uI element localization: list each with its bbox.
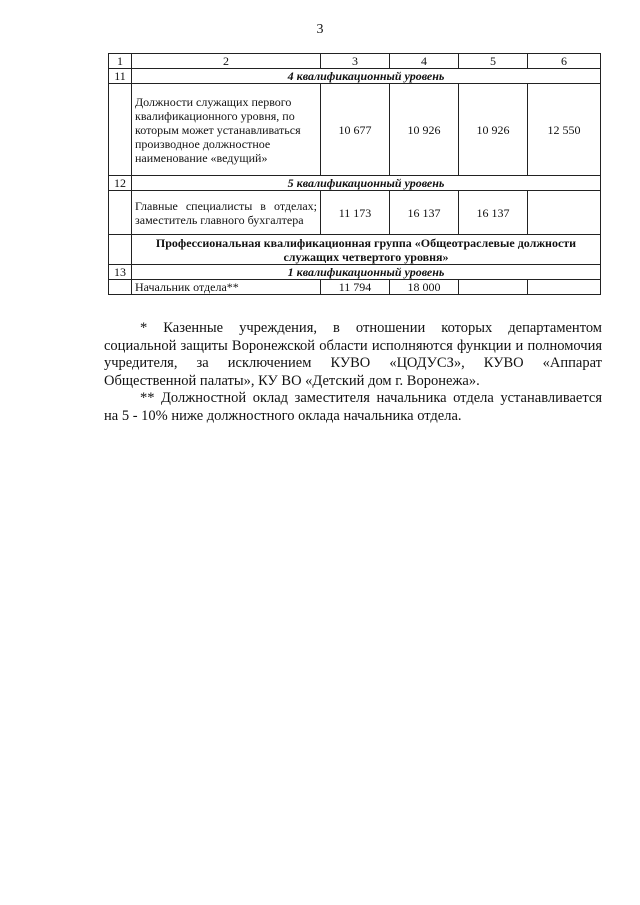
footnotes [104, 320, 602, 425]
position-name: Главные специалисты в отделах; заместитель главного бухгалтера [132, 191, 321, 235]
table-row [109, 235, 601, 265]
column-header: 6 [528, 54, 601, 69]
column-header: 1 [109, 54, 132, 69]
salary-value [528, 280, 601, 295]
table-row [109, 265, 601, 280]
position-name: Начальник отдела** [132, 280, 321, 295]
table-header-row [109, 54, 601, 69]
row-number: 11 [109, 69, 132, 84]
column-header: 5 [459, 54, 528, 69]
qualification-level: 4 квалификационный уровень [132, 69, 601, 84]
salary-value [528, 191, 601, 235]
salary-value: 10 926 [459, 84, 528, 176]
table-row [109, 280, 601, 295]
salary-value: 10 677 [321, 84, 390, 176]
footnote-1: * Казенные учреждения, в отношении которых департаментом социальной защиты Воронежской области исполняются функции и полномочия учредителя, за исключением КУВО «ЦОДУСЗ», КУВО «Аппарат Общественной палаты», КУ ВО «Детский дом г. Воронежа». [104, 320, 602, 389]
qualification-level: 5 квалификационный уровень [132, 176, 601, 191]
row-number: 12 [109, 176, 132, 191]
salary-value [459, 280, 528, 295]
salary-table [108, 53, 601, 295]
salary-value: 12 550 [528, 84, 601, 176]
table-row [109, 69, 601, 84]
salary-value: 11 794 [321, 280, 390, 295]
row-number [109, 84, 132, 176]
table-row [109, 176, 601, 191]
row-number [109, 191, 132, 235]
column-header: 4 [390, 54, 459, 69]
salary-value: 11 173 [321, 191, 390, 235]
salary-value: 16 137 [459, 191, 528, 235]
page-number: 3 [316, 22, 324, 37]
table-row [109, 84, 601, 176]
column-header: 3 [321, 54, 390, 69]
row-number [109, 280, 132, 295]
table-row [109, 191, 601, 235]
salary-value: 10 926 [390, 84, 459, 176]
salary-value: 18 000 [390, 280, 459, 295]
row-number [109, 235, 132, 265]
qualification-level: 1 квалификационный уровень [132, 265, 601, 280]
position-name: Должности служащих первого квалификационного уровня, по которым может устанавливаться производное должностное наименование «ведущий» [132, 84, 321, 176]
group-title: Профессиональная квалификационная группа «Общеотраслевые должности служащих четвертого уровня» [132, 235, 601, 265]
footnote-2: ** Должностной оклад заместителя начальника отдела устанавливается на 5 - 10% ниже должностного оклада начальника отдела. [104, 390, 602, 424]
column-header: 2 [132, 54, 321, 69]
row-number: 13 [109, 265, 132, 280]
salary-value: 16 137 [390, 191, 459, 235]
